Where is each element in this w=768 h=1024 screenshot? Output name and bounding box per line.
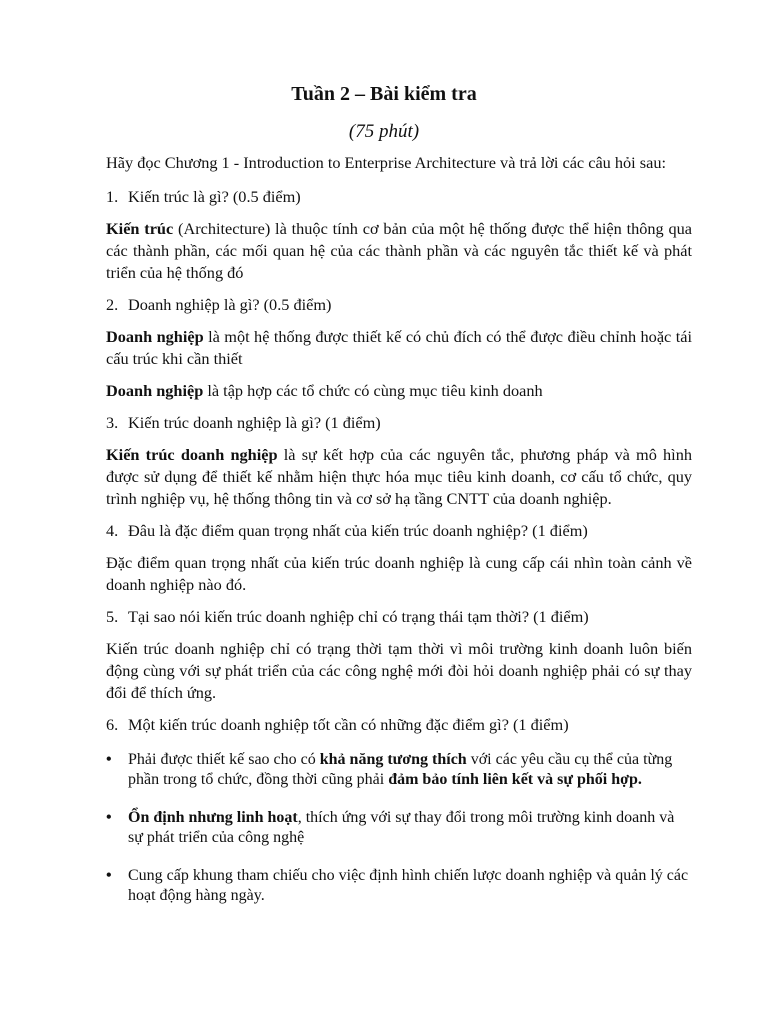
answer-term: Doanh nghiệp (106, 327, 204, 346)
answer-text: (Architecture) là thuộc tính cơ bản của một hệ thống được thể hiện thông qua các thành phần, các mối quan hệ của các thành phần và các nguyên tắc thiết kế và phát triển của hệ thống đó (106, 219, 692, 282)
page-subtitle: (75 phút) (348, 121, 420, 142)
answer-text: là một hệ thống được thiết kế có chủ đích có thể được điều chỉnh hoặc tái cấu trúc khi cần thiết (106, 327, 692, 368)
document-body (106, 152, 692, 924)
answer-1 (106, 218, 692, 284)
list-item-text: , thích ứng với sự thay đổi trong môi trường kinh doanh và sự phát triển của công nghệ (128, 809, 675, 846)
question-text: Đâu là đặc điểm quan trọng nhất của kiến trúc doanh nghiệp? (1 điểm) (128, 521, 588, 540)
list-item (106, 808, 692, 848)
answer-term: Kiến trúc (106, 219, 174, 238)
answer-text: Kiến trúc doanh nghiệp chỉ có trạng thời tạm thời vì môi trường kinh doanh luôn biến động cùng với sự phát triển của các công nghệ mới đòi hỏi doanh nghiệp phải có sự thay đổi để thích ứng. (106, 639, 692, 702)
answer-term: Doanh nghiệp (106, 381, 204, 400)
list-item (106, 866, 692, 906)
list-item (106, 750, 692, 790)
characteristics-list (106, 750, 692, 906)
answer-text: Đặc điểm quan trọng nhất của kiến trúc doanh nghiệp là cung cấp cái nhìn toàn cảnh về doanh nghiệp nào đó. (106, 553, 692, 594)
question-text: Một kiến trúc doanh nghiệp tốt cần có những đặc điểm gì? (1 điểm) (128, 715, 569, 734)
list-item-text: với các yêu cầu cụ thể của từng phần trong tổ chức, đồng thời cũng phải (128, 751, 673, 788)
question-number: 3. (106, 413, 119, 432)
question-text: Doanh nghiệp là gì? (0.5 điểm) (128, 295, 332, 314)
question-4 (106, 520, 692, 542)
answer-5 (106, 638, 692, 704)
list-item-emphasis: khả năng tương thích (319, 751, 467, 768)
question-text: Kiến trúc doanh nghiệp là gì? (1 điểm) (128, 413, 381, 432)
bullet-icon: • (106, 809, 112, 826)
intro-paragraph: Hãy đọc Chương 1 - Introduction to Enterprise Architecture và trả lời các câu hỏi sau: (106, 153, 666, 172)
question-number: 4. (106, 521, 119, 540)
question-number: 1. (106, 187, 119, 206)
answer-term: Kiến trúc doanh nghiệp (106, 445, 278, 464)
question-number: 6. (106, 715, 119, 734)
answer-text: là tập hợp các tổ chức có cùng mục tiêu kinh doanh (203, 381, 543, 400)
question-3 (106, 412, 692, 434)
question-1 (106, 186, 692, 208)
answer-2a (106, 326, 692, 370)
question-text: Kiến trúc là gì? (0.5 điểm) (128, 187, 301, 206)
answer-4 (106, 552, 692, 596)
list-item-emphasis: đảm bảo tính liên kết và sự phối hợp. (388, 771, 642, 788)
answer-3 (106, 444, 692, 510)
question-6 (106, 714, 692, 736)
list-item-emphasis: Ổn định nhưng linh hoạt (128, 809, 298, 826)
bullet-icon: • (106, 751, 112, 768)
question-2 (106, 294, 692, 316)
answer-2b (106, 380, 692, 402)
question-number: 2. (106, 295, 119, 314)
question-5 (106, 606, 692, 628)
question-text: Tại sao nói kiến trúc doanh nghiệp chỉ có trạng thái tạm thời? (1 điểm) (128, 607, 589, 626)
question-number: 5. (106, 607, 119, 626)
list-item-text: Cung cấp khung tham chiếu cho việc định hình chiến lược doanh nghiệp và quản lý các hoạt động hàng ngày. (128, 867, 689, 904)
list-item-text: Phải được thiết kế sao cho có (128, 751, 320, 768)
page-title: Tuần 2 – Bài kiểm tra (291, 83, 477, 105)
bullet-icon: • (106, 867, 112, 884)
answer-text: là sự kết hợp của các nguyên tắc, phương pháp và mô hình được sử dụng để thiết kế nhằm hiện thực hóa mục tiêu kinh doanh, cơ cấu tổ chức, quy trình nghiệp vụ, hệ thống thông tin và cơ sở hạ tầng CNTT của doanh nghiệp. (106, 445, 692, 508)
